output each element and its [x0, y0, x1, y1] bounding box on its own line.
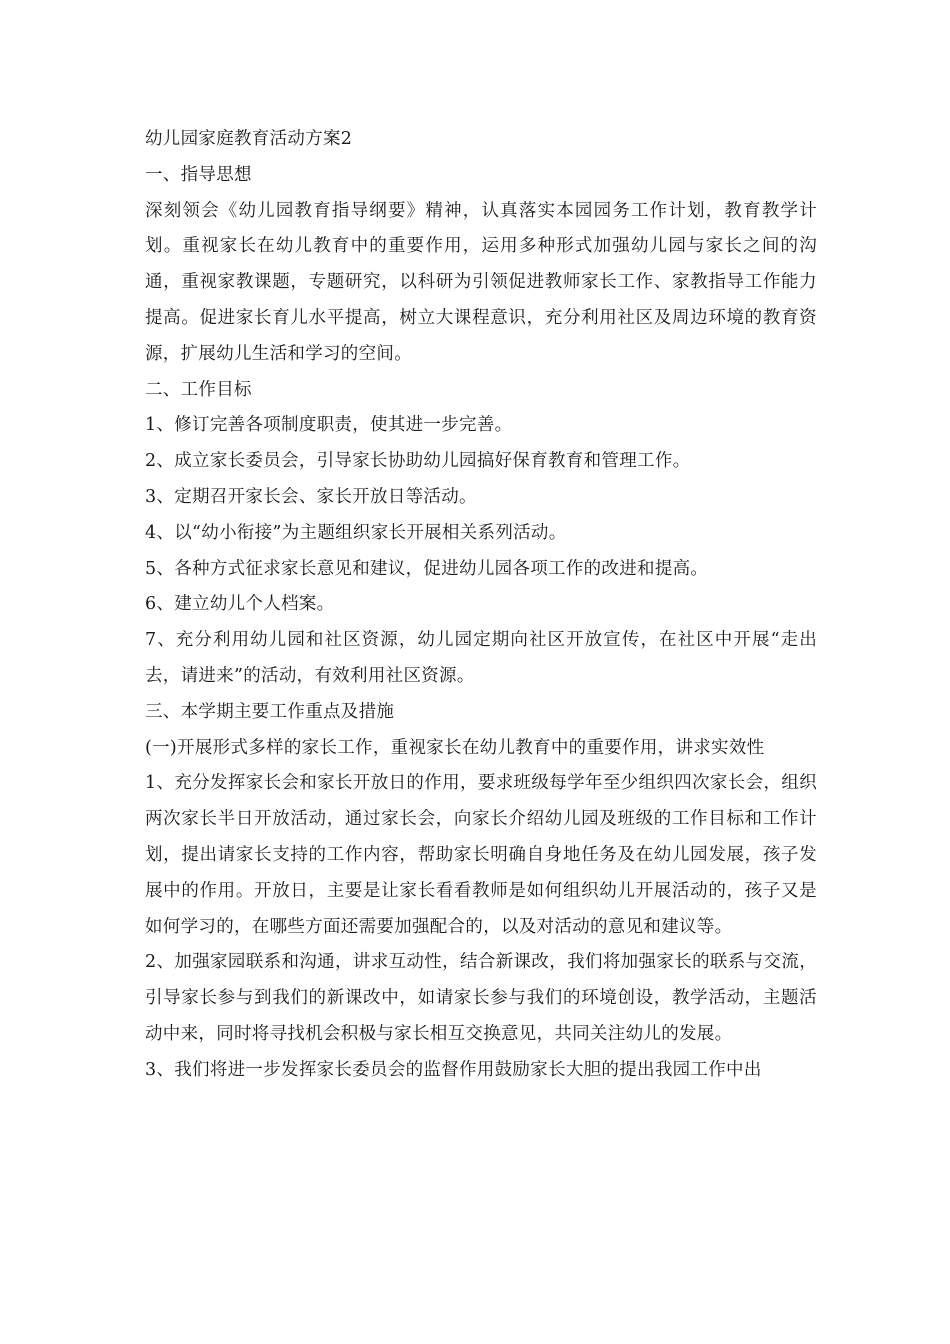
goal-item: 6、建立幼儿个人档案。 — [145, 594, 335, 615]
measure-item: 3、我们将进一步发挥家长委员会的监督作用鼓励家长大胆的提出我园工作中出 — [145, 1059, 762, 1080]
goal-item: 5、各种方式征求家长意见和建议，促进幼儿园各项工作的改进和提高。 — [145, 558, 709, 579]
section-heading-guiding-ideology: 一、指导思想 — [145, 164, 252, 185]
body-paragraph: 深刻领会《幼儿园教育指导纲要》精神，认真落实本园园务工作计划，教育教学计划。重视家长在幼儿教育中的重要作用，运用多种形式加强幼儿园与家长之间的沟通，重视家教课题，专题研究，以科研为引领促进教师家长工作、家教指导工作能力提高。促进家长育儿水平提高，树立大课程意识，充分利用社区及周边环境的教育资源，扩展幼儿生活和学习的空间。 — [145, 200, 817, 364]
section-heading-key-work: 三、本学期主要工作重点及措施 — [145, 701, 395, 722]
goal-item: 7、充分利用幼儿园和社区资源，幼儿园定期向社区开放宣传，在社区中开展“走出去，请进来”的活动，有效利用社区资源。 — [145, 630, 817, 686]
section-heading-work-goals: 二、工作目标 — [145, 379, 252, 400]
measure-item: 1、充分发挥家长会和家长开放日的作用，要求班级每学年至少组织四次家长会，组织两次家长半日开放活动，通过家长会，向家长介绍幼儿园及班级的工作目标和工作计划，提出请家长支持的工作内容，帮助家长明确自身地任务及在幼儿园发展，孩子发展中的作用。开放日，主要是让家长看看教师是如何组织幼儿开展活动的，孩子又是如何学习的，在哪些方面还需要加强配合的，以及对活动的意见和建议等。 — [145, 773, 817, 937]
measure-item: 2、加强家园联系和沟通，讲求互动性，结合新课改，我们将加强家长的联系与交流，引导家长参与到我们的新课改中，如请家长参与我们的环境创设，教学活动，主题活动中来，同时将寻找机会积极与家长相互交换意见，共同关注幼儿的发展。 — [145, 952, 817, 1044]
document-title: 幼儿园家庭教育活动方案2 — [145, 129, 353, 149]
subsection-heading: (一)开展形式多样的家长工作，重视家长在幼儿教育中的重要作用，讲求实效性 — [145, 737, 765, 758]
goal-item: 3、定期召开家长会、家长开放日等活动。 — [145, 486, 477, 507]
goal-item: 4、以“幼小衔接”为主题组织家长开展相关系列活动。 — [145, 522, 567, 543]
document-body — [145, 122, 817, 1089]
goal-item: 2、成立家长委员会，引导家长协助幼儿园搞好保育教育和管理工作。 — [145, 451, 691, 472]
goal-item: 1、修订完善各项制度职责，使其进一步完善。 — [145, 415, 513, 436]
